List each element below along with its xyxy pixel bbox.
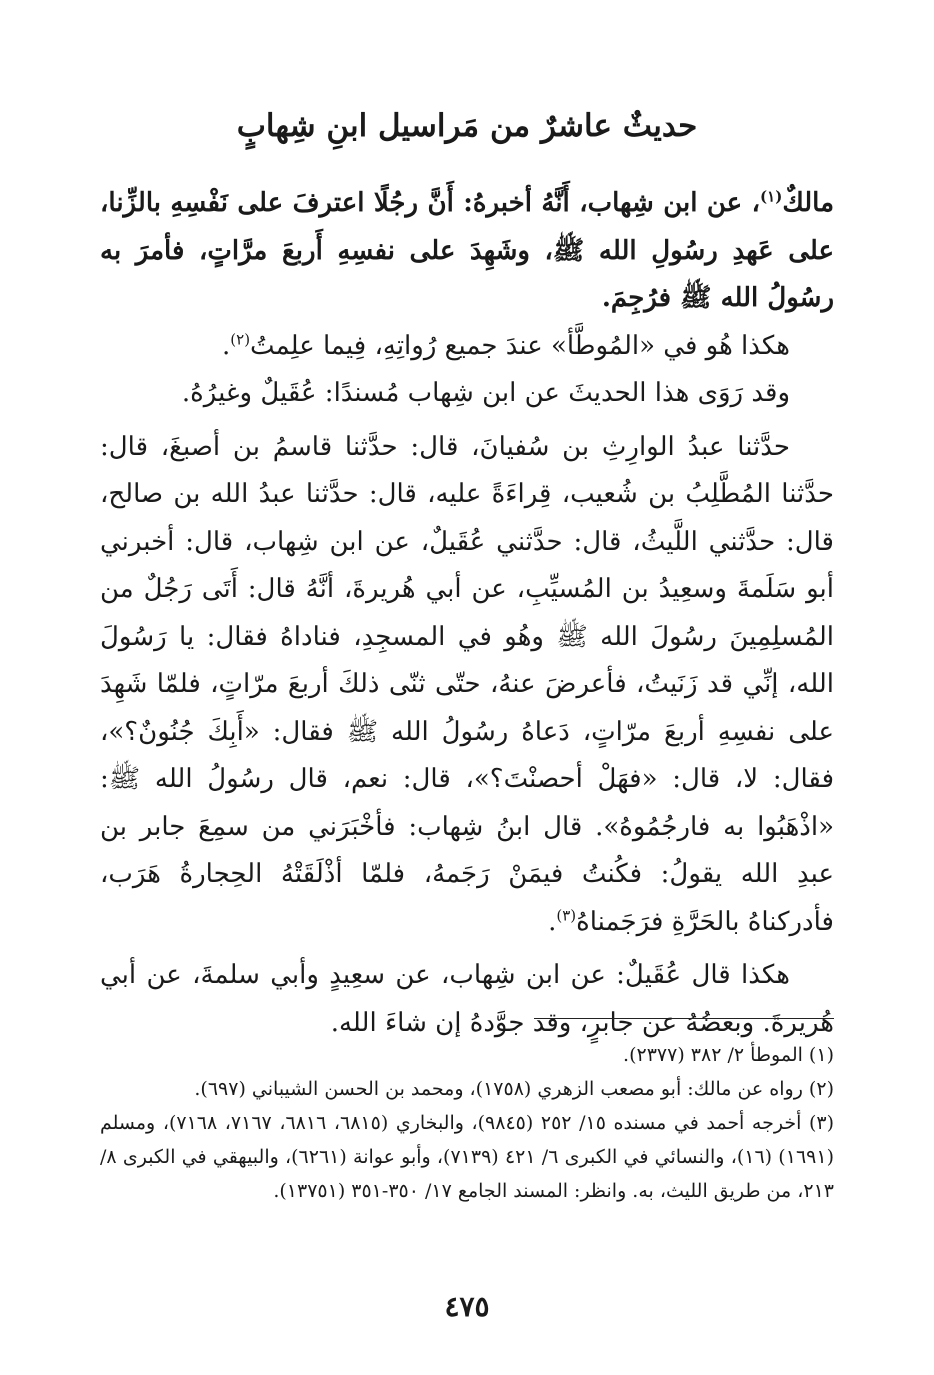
commentary-paragraph: وقد رَوَى هذا الحديثَ عن ابن شِهاب مُسندًا: عُقَيلٌ وغيرُهُ. — [181, 378, 790, 408]
paragraph-text: ، عن ابن شِهاب، أَنَّهُ أخبرهُ: أَنَّ رجُلًا اعترفَ على نَفْسِهِ بالزِّنا، على عَهدِ رسُولِ الله ﷺ، وشَهِدَ على نفسِهِ أَربعَ مرَّاتٍ، فأمرَ به رسُولُ الله ﷺ فرُجِمَ. — [100, 188, 834, 313]
footnote-separator — [534, 1018, 834, 1019]
footnote-ref-3[interactable]: (٣) — [556, 905, 577, 924]
paragraph-text: . — [548, 906, 557, 937]
commentary-paragraph — [100, 323, 834, 371]
paragraph-text: هكذا هُو في «المُوطَّأ» عندَ جميع رُواتِهِ، فِيما علِمتُ — [250, 330, 790, 361]
main-text — [100, 180, 834, 1047]
isnad-paragraph — [100, 424, 834, 947]
hadith-title: حديثٌ عاشرٌ من مَراسيل ابنِ شِهابٍ — [236, 108, 698, 144]
footnote-3: (٣) أخرجه أحمد في مسنده ١٥/ ٢٥٢ (٩٨٤٥)، والبخاري (٦٨١٥، ٦٨١٦، ٧١٦٧، ٧١٦٨)، ومسلم (١٦٩١) (١٦)، والنسائي في الكبرى ٦/ ٤٢١ (٧١٣٩)، وأبو عوانة (٦٢٦١)، والبيهقي في الكبرى ٨/ ٢١٣، من طريق الليث، به. وانظر: المسند الجامع ١٧/ ٣٥٠-٣٥١ (١٣٧٥١). — [100, 1112, 834, 1202]
paragraph-text: حدَّثنا عبدُ الوارِثِ بن سُفيانَ، قال: حدَّثنا قاسمُ بن أصبغَ، قال: حدَّثنا المُطَّلِبُ بن شُعيب، قِراءَةً عليه، قال: حدَّثنا عبدُ الله بن صالح، قال: حدَّثني اللَّيثُ، قال: حدَّثني عُقَيلٌ، عن ابن شِهاب، قال: أخبرني أبو سَلَمةَ وسعِيدُ بن المُسيِّبِ، عن أبي هُريرةَ، أنَّهُ قال: أَتَى رَجُلٌ من المُسلِمِينَ رسُولَ الله ﷺ وهُو في المسجِدِ، فناداهُ فقال: يا رَسُولَ الله، إنِّي قد زَنَيتُ، فأعرضَ عنهُ، حتّى ثنّى ذلكَ أربعَ مرّاتٍ، فلمّا شَهِدَ على نفسِهِ أربعَ مرّاتٍ، دَعاهُ رسُولُ الله ﷺ فقال: «أَبِكَ جُنُونٌ؟»، فقال: لا، قال: «فهَلْ أحصنْتَ؟»، قال: نعم، قال رسُولُ الله ﷺ: «اذْهَبُوا به فارجُمُوهُ». قال ابنُ شِهاب: فأخْبَرَني من سمِعَ جابر بن عبدِ الله يقولُ: فكُنتُ فيمَنْ رَجَمهُ، فلمّا أذْلَقَتْهُ الحِجارةُ هَرَب، فأدركناهُ بالحَرَّةِ فرَجَمناهُ — [100, 431, 834, 937]
commentary-paragraph: هكذا قال عُقَيلٌ: عن ابن شِهاب، عن سعِيدٍ وأبي سلمةَ، عن أبي هُريرةَ. وبعضُهُ عن جابرٍ، وقد جوَّدهُ إن شاءَ الله. — [100, 960, 834, 1038]
book-page — [100, 0, 834, 1375]
paragraph-text: مالكٌ — [782, 188, 834, 218]
footnote-1: (١) الموطأ ٢/ ٣٨٢ (٢٣٧٧). — [623, 1044, 834, 1066]
footnote-ref-1[interactable]: (١) — [760, 187, 783, 206]
footnotes — [100, 1038, 834, 1208]
footnote-ref-2[interactable]: (٢) — [230, 329, 251, 348]
page-number: ٤٧٥ — [444, 1290, 490, 1323]
footnote-2: (٢) رواه عن مالك: أبو مصعب الزهري (١٧٥٨)، ومحمد بن الحسن الشيباني (٦٩٧). — [194, 1078, 834, 1100]
hadith-matn-paragraph — [100, 180, 834, 323]
paragraph-text: . — [222, 330, 231, 361]
